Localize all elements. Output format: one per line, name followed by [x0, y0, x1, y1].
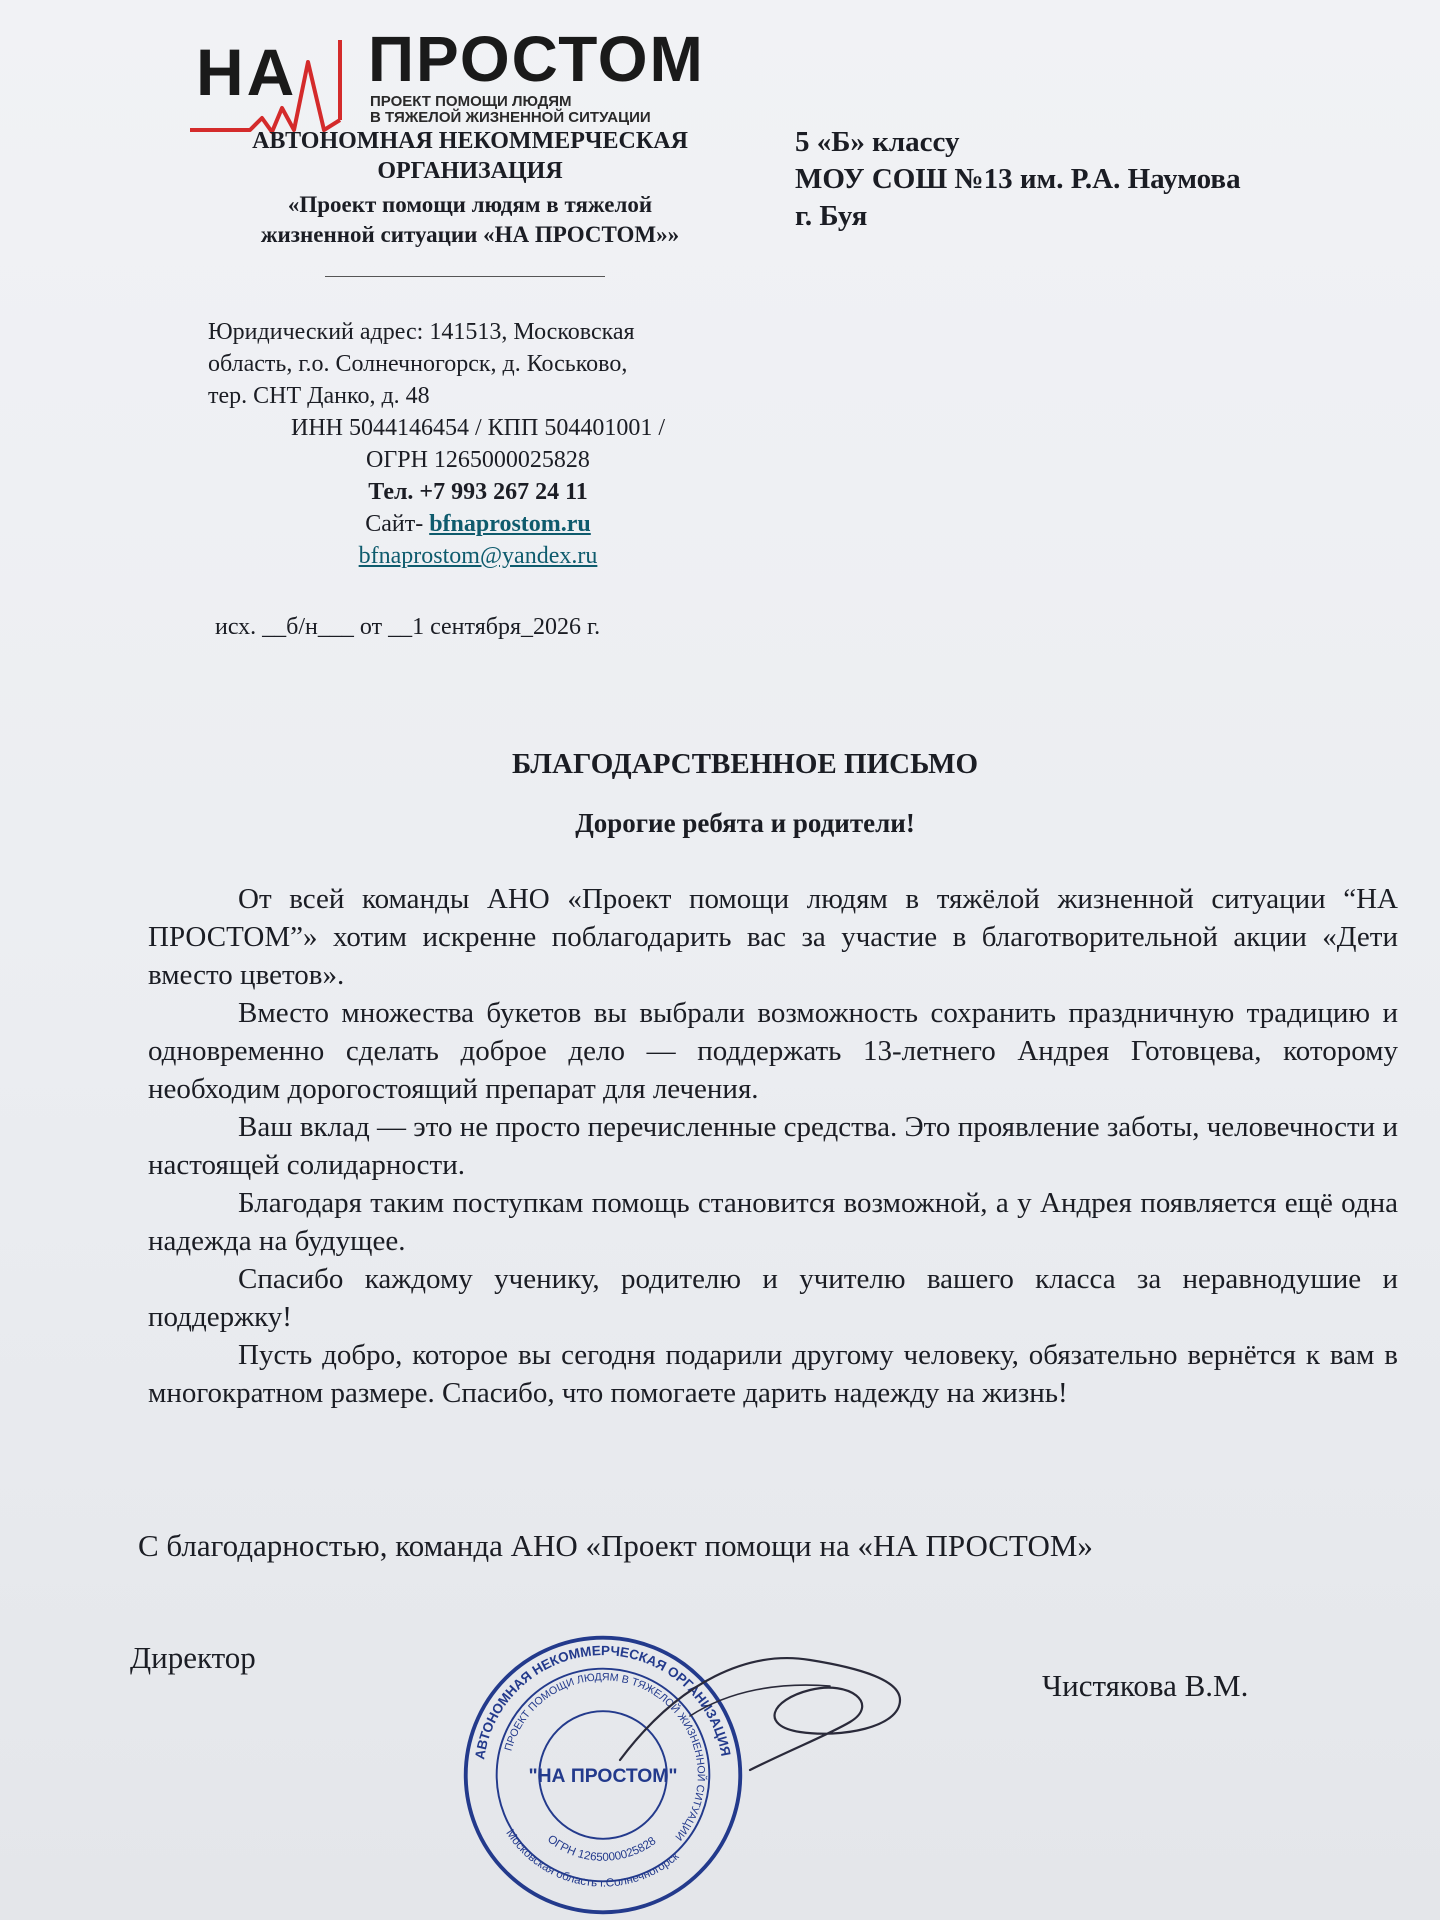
paragraph: Ваш вклад — это не просто перечисленные средства. Это проявление заботы, человечности и настоящей солидарности.	[148, 1111, 1398, 1181]
website-line	[208, 508, 748, 540]
stamp-inner-text: ПРОЕКТ ПОМОЩИ ЛЮДЯМ В ТЯЖЕЛОЙ ЖИЗНЕННОЙ СИТУАЦИИ	[502, 1671, 707, 1843]
paragraph: Спасибо каждому ученику, родителю и учителю вашего класса за неравнодушие и поддержку!	[148, 1263, 1398, 1333]
paragraph: Благодаря таким поступкам помощь становится возможной, а у Андрея появляется ещё одна надежда на будущее.	[148, 1187, 1398, 1257]
ogrn: ОГРН 1265000025828	[366, 447, 590, 473]
logo-tagline	[370, 94, 651, 126]
header-divider	[325, 276, 605, 277]
addressee-city: г. Буя	[795, 200, 868, 232]
closing-line: С благодарностью, команда АНО «Проект помощи на «НА ПРОСТОМ»	[138, 1528, 1093, 1563]
org-name-line-4: жизненной ситуации «НА ПРОСТОМ»»	[260, 222, 680, 247]
phone-number: Тел. +7 993 267 24 11	[368, 479, 588, 505]
letter-body	[148, 880, 1398, 1412]
org-full-name	[190, 190, 750, 250]
org-name	[190, 126, 750, 186]
website-link[interactable]: bfnaprostom.ru	[429, 511, 591, 537]
stamp-bottom-text: Московская область г.Солнечногорск	[503, 1826, 682, 1890]
org-name-line-2: ОРГАНИЗАЦИЯ	[377, 158, 563, 184]
organization-logo	[190, 22, 730, 142]
org-details	[208, 316, 748, 572]
stamp-outer-text: АВТОНОМНАЯ НЕКОММЕРЧЕСКАЯ ОРГАНИЗАЦИЯ	[472, 1643, 734, 1761]
addressee-school: МОУ СОШ №13 им. Р.А. Наумова	[795, 163, 1241, 195]
paragraph: От всей команды АНО «Проект помощи людям в тяжёлой жизненной ситуации “НА ПРОСТОМ”» хотим искренне поблагодарить вас за участие в благотворительной акции «Дети вместо цветов».	[148, 883, 1398, 991]
director-label: Директор	[130, 1640, 256, 1675]
handwritten-signature-icon	[600, 1620, 940, 1780]
stamp-center-text: "НА ПРОСТОМ"	[528, 1765, 678, 1787]
legal-address-line-1: Юридический адрес: 141513, Московская	[208, 319, 635, 345]
legal-address-line-2: область, г.о. Солнечногорск, д. Коськово,	[208, 351, 628, 377]
legal-address-line-3: тер. СНТ Данко, д. 48	[208, 383, 430, 409]
logo-tagline-line-1: ПРОЕКТ ПОМОЩИ ЛЮДЯМ	[370, 93, 572, 110]
logo-prostom-text: ПРОСТОМ	[368, 23, 705, 95]
letter-greeting: Дорогие ребята и родители!	[575, 808, 915, 838]
org-name-line-1: АВТОНОМНАЯ НЕКОММЕРЧЕСКАЯ	[252, 128, 688, 154]
svg-text:ОГРН 1265000025828	[545, 1832, 658, 1863]
email-link[interactable]: bfnaprostom@yandex.ru	[358, 543, 598, 569]
stamp-ogrn-text: ОГРН 1265000025828	[545, 1832, 659, 1864]
addressee-class: 5 «Б» классу	[795, 126, 960, 158]
addressee-block	[795, 124, 1241, 235]
logo-tagline-line-2: В ТЯЖЕЛОЙ ЖИЗНЕННОЙ СИТУАЦИИ	[370, 109, 651, 126]
paragraph: Пусть добро, которое вы сегодня подарили другому человеку, обязательно вернётся к вам в многократном размере. Спасибо, что помогаете дарить надежду на жизнь!	[148, 1339, 1398, 1409]
outgoing-reference: исх. __б/н___ от __1 сентября_2026 г.	[215, 614, 601, 640]
signer-name: Чистякова В.М.	[1042, 1668, 1249, 1703]
website-label: Сайт-	[365, 511, 430, 537]
paragraph: Вместо множества букетов вы выбрали возможность сохранить праздничную традицию и одновременно сделать доброе дело — поддержать 13-летнего Андрея Готовцева, которому необходим дорогостоящий препарат для лечения.	[148, 997, 1398, 1105]
letter-title: БЛАГОДАРСТВЕННОЕ ПИСЬМО	[511, 748, 979, 780]
org-name-line-3: «Проект помощи людям в тяжелой	[287, 192, 653, 217]
logo-na-text: НА	[196, 35, 298, 109]
inn-kpp: ИНН 5044146454 / КПП 504401001 /	[290, 415, 665, 441]
